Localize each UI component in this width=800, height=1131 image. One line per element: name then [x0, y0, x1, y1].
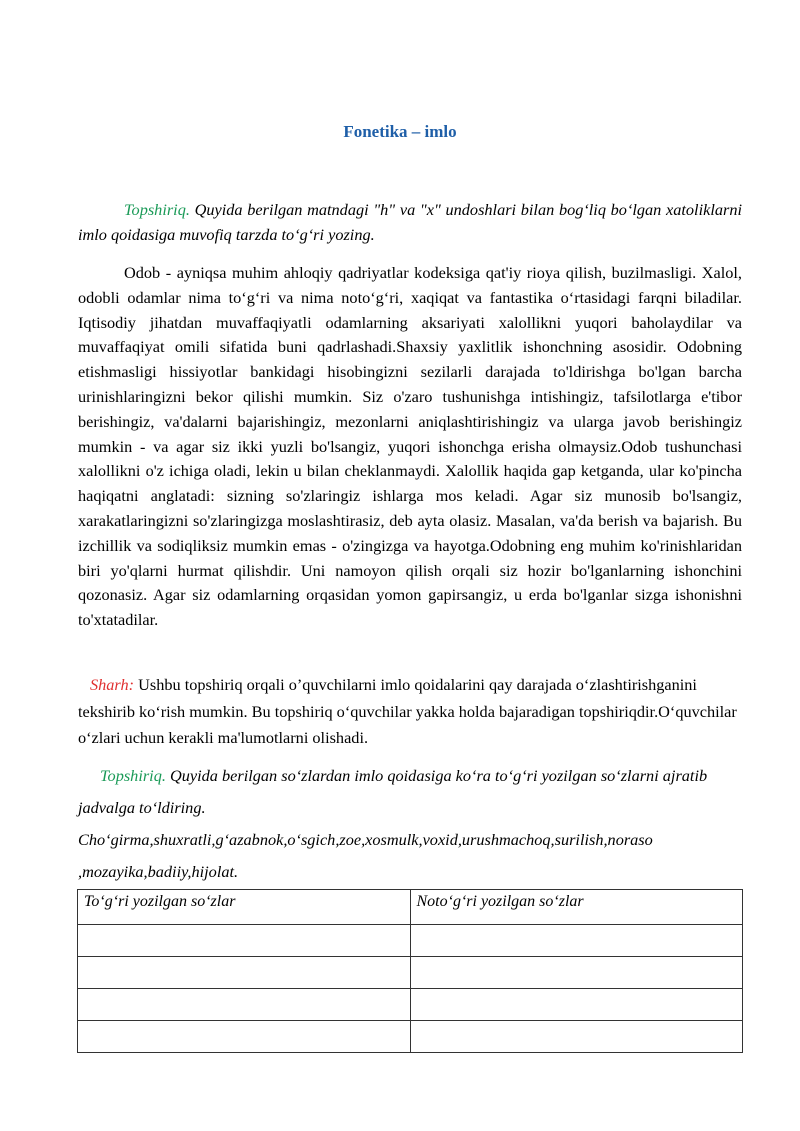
header-incorrect-words: Noto‘g‘ri yozilgan so‘zlar [410, 890, 743, 925]
table-row [78, 1021, 743, 1053]
table-header-row [78, 890, 743, 925]
page-title: Fonetika – imlo [343, 122, 457, 141]
text-paragraph: Odob - ayniqsa muhim ahloqiy qadriyatlar kodeksiga qat'iy rioya qilish, buzilmasligi. Xalol, odobli odamlar nima to‘g‘ri va nima noto‘g‘ri, xaqiqat va fantastika o‘rtasidagi farqni biladilar. Iqtisodiy jihatdan muvaffaqiyatli odamlarning aksariyati xalollikni yuqori baholaydilar va muvaffaqiyat omili sifatida buni qadrlashadi.Shaxsiy yaxlitlik ishonchning asosidir. Odobning etishmasligi hissiyotlar bankidagi hisobingizni sezilarli darajada to'ldirishga bo'lgan barcha urinishlaringizni bekor qilishi mumkin. Siz o'zaro tushunishga intishingiz, tafsilotlarga e'tibor berishingiz, va'dalarni bajarishingiz, mezonlarni aniqlashtirishingiz va ularga javob berishingiz mumkin - va agar siz ikki yuzli bo'lsangiz, yuqori ishonchga erisha olmaysiz.Odob tushunchasi xalollikni o'z ichiga oladi, lekin u bilan cheklanmaydi. Xalollik haqida gap ketganda, ular ko'pincha haqiqatni anglatadi: sizning so'zlaringiz ishlarga mos keladi. Agar siz munosib bo'lsangiz, xarakatlaringizni so'zlaringizga moslashtirasiz, deb ayta olasiz. Masalan, va'da berish va bajarish. Bu izchillik va sodiqliksiz mumkin emas - o'zingizga va hayotga.Odobning eng muhim ko'rinishlaridan biri yo'qlarni hurmat qilishdir. Uni namoyon qilish orqali siz hozir bo'lganlarning ishonchini qozonasiz. Agar siz odamlarning orqasidan yomon gapirsangiz, u erda bo'lganlar sizga ishonishni to'xtatadilar. [78, 263, 742, 630]
word-list [78, 824, 742, 888]
word-list-line-2: ,mozayika,badiiy,hijolat. [78, 862, 239, 881]
table-cell[interactable] [410, 957, 743, 989]
task-1-text: Quyida berilgan matndagi "h" va "x" undoshlari bilan bog‘liq bo‘lgan xatoliklarni imlo qoidasiga muvofiq tarzda to‘g‘ri yozing. [78, 200, 742, 244]
table-row [78, 989, 743, 1021]
table-cell[interactable] [410, 989, 743, 1021]
commentary-text: Ushbu topshiriq orqali o’quvchilarni imlo qoidalarini qay darajada o‘zlashtirishganini tekshirib ko‘rish mumkin. Bu topshiriq o‘quvchilar yakka holda bajaradigan topshiriqdir.O‘quvchilar o‘zlari uchun kerakli ma'lumotlarni olishadi. [78, 675, 737, 747]
table-row [78, 925, 743, 957]
answer-table [77, 889, 743, 1053]
commentary-label: Sharh: [90, 675, 135, 694]
table-cell[interactable] [78, 989, 411, 1021]
header-correct-words: To‘g‘ri yozilgan so‘zlar [78, 890, 411, 925]
word-list-line-1: Cho‘girma,shuxratli,g‘azabnok,o‘sgich,zoe,xosmulk,voxid,urushmachoq,surilish,noraso [78, 830, 653, 849]
table-row [78, 957, 743, 989]
table-cell[interactable] [410, 1021, 743, 1053]
table-cell[interactable] [78, 925, 411, 957]
task-1 [78, 198, 742, 248]
task-1-label: Topshiriq. [124, 200, 190, 219]
table-cell[interactable] [78, 957, 411, 989]
table-cell[interactable] [78, 1021, 411, 1053]
task-2-text: Quyida berilgan so‘zlardan imlo qoidasiga ko‘ra to‘g‘ri yozilgan so‘zlarni ajratib jadvalga to‘ldiring. [78, 766, 708, 817]
table-cell[interactable] [410, 925, 743, 957]
commentary [78, 672, 742, 752]
task-2-label: Topshiriq. [100, 766, 166, 785]
task-2 [78, 760, 742, 824]
